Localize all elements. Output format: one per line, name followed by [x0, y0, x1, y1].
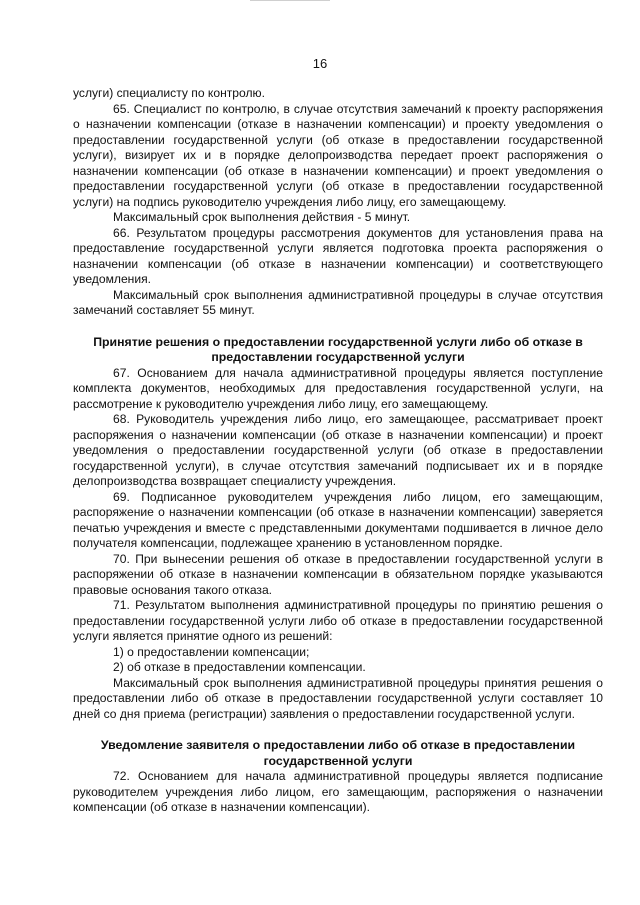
paragraph-70: 70. При вынесении решения об отказе в предоставлении государственной услуги в распоряжении об отказе в назначении компенсации в обязательном порядке указываются правовые основания такого отказа.: [73, 551, 603, 597]
section-heading-notification: Уведомление заявителя о предоставлении либо об отказе в предоставлении государственной услуги: [100, 738, 576, 768]
paragraph-67: 67. Основанием для начала административной процедуры является поступление комплекта документов, необходимых для предоставления государственной услуги, на рассмотрение к руководителю учреждения либо лицу, его замещающему.: [73, 365, 603, 411]
paragraph-continuation: услуги) специалисту по контролю.: [73, 86, 265, 100]
paragraph-69: 69. Подписанное руководителем учреждения либо лицом, его замещающим, распоряжение о назначении компенсации (об отказе в назначении компенсации) заверяется печатью учреждения и вместе с представленными документами подшивается в личное дело получателя компенсации, подлежащее хранению в установленном порядке.: [73, 489, 603, 550]
paragraph-71: 71. Результатом выполнения административной процедуры по принятию решения о предоставлении государственной услуги либо об отказе в предоставлении государственной услуги является принятие одного из решений:: [73, 598, 603, 643]
scan-artifact: [250, 0, 330, 1]
list-item: 1) о предоставлении компенсации;: [113, 644, 310, 659]
paragraph-time-limit-10-days: Максимальный срок выполнения административной процедуры принятия решения о предоставлении либо об отказе в предоставлении государственной услуги составляет 10 дней со дня приема (регистрации) заявления о предоставлении государственной услуги.: [73, 675, 603, 721]
paragraph-66: 66. Результатом процедуры рассмотрения документов для установления права на предоставление государственной услуги является подготовка проекта распоряжения о назначении компенсации (об отказе в назначении компенсации) и соответствующего уведомления.: [73, 225, 603, 286]
section-heading-decision: Принятие решения о предоставлении государственной услуги либо об отказе в предоставлении государственной услуги: [93, 334, 583, 364]
paragraph-72: 72. Основанием для начала административной процедуры является подписание руководителем учреждения либо лицом, его замещающим, распоряжения о назначении компенсации (об отказе в назначении компенсации).: [73, 769, 603, 814]
paragraph-68: 68. Руководитель учреждения либо лицо, его замещающее, рассматривает проект распоряжения о назначении компенсации (об отказе в назначении компенсации) и проект уведомления о предоставлении государственной услуги (об отказе в предоставлении государственной услуги), в случае отсутствия замечаний подписывает их и в порядке делопроизводства возвращает специалисту учреждения.: [73, 412, 603, 488]
paragraph-65: 65. Специалист по контролю, в случае отсутствия замечаний к проекту распоряжения о назначении компенсации (отказе в назначении компенсации) и проекту уведомления о предоставлении государственной услуги (об отказе в предоставлении государственной услуги), визирует их и в порядке делопроизводства передает проект распоряжения о назначении компенсации (об отказе в назначении компенсации) и проект уведомления о предоставлении государственной услуги (об отказе в предоставлении государственной услуги) на подпись руководителю учреждения либо лицу, его замещающему.: [73, 101, 603, 209]
paragraph-time-limit-55: Максимальный срок выполнения административной процедуры в случае отсутствия замечаний составляет 55 минут.: [73, 287, 603, 317]
paragraph-time-limit-5: Максимальный срок выполнения действия - 5 минут.: [113, 210, 411, 224]
list-item: 2) об отказе в предоставлении компенсации.: [113, 660, 366, 674]
document-body: [73, 86, 603, 816]
page-number: 16: [312, 56, 328, 71]
